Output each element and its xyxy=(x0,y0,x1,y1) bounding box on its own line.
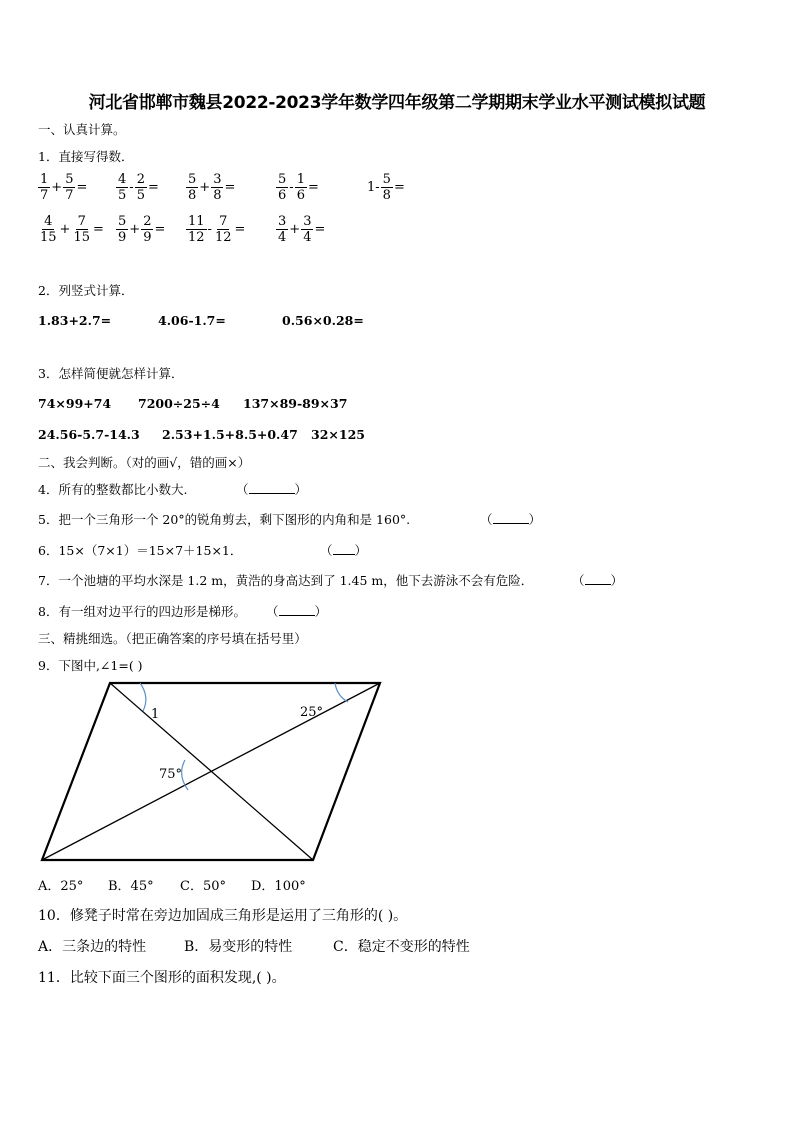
q9-option-a[interactable]: A．25° xyxy=(38,879,84,894)
fraction: $\frac{1}{7}$ xyxy=(40,172,49,203)
q9-option-b[interactable]: B．45° xyxy=(108,879,154,894)
q10-label: 10．修凳子时常在旁边加固成三角形是运用了三角形的( )。 xyxy=(38,908,408,924)
q6-answer-blank[interactable]: （ ） xyxy=(320,543,368,558)
q9-option-c[interactable]: C．50° xyxy=(180,879,226,894)
section1-heading: 一、认真计算。 xyxy=(38,122,126,137)
q4-answer-blank[interactable]: （ ） xyxy=(236,482,308,497)
diagonal-line xyxy=(42,683,380,860)
q1-row2-item3: $\frac{11}{12}$ - $\frac{7}{12}$ = xyxy=(188,214,246,245)
q1-row1-item3: $\frac{5}{8}$ + $\frac{3}{8}$ = xyxy=(188,172,236,203)
page-title: 河北省邯郸市魏县2022-2023学年数学四年级第二学期期末学业水平测试模拟试题 xyxy=(88,93,706,113)
q10-option-c[interactable]: C．稳定不变形的特性 xyxy=(333,939,470,955)
q6: 6．15×（7×1）＝15×7＋15×1． xyxy=(38,543,243,558)
q1-row2-item4: $\frac{3}{4}$ + $\frac{3}{4}$ = xyxy=(278,214,326,245)
angle75-label: 75° xyxy=(159,767,183,782)
section3-heading: 三、精挑细选。（把正确答案的序号填在括号里） xyxy=(38,631,307,646)
q2-item1: 1.83+2.7= xyxy=(38,313,112,328)
q7: 7．一个池塘的平均水深是 1.2 m，黄浩的身高达到了 1.45 m，他下去游泳不会有危险． xyxy=(38,573,534,588)
q10-option-a[interactable]: A．三条边的特性 xyxy=(38,939,147,955)
q3-row2-item3: 32×125 xyxy=(311,427,365,442)
q1-label: 1．直接写得数． xyxy=(38,149,134,164)
q9-option-d[interactable]: D．100° xyxy=(251,879,306,894)
q3-label: 3．怎样简便就怎样计算． xyxy=(38,366,184,381)
q4: 4．所有的整数都比小数大. xyxy=(38,482,188,497)
q5: 5．把一个三角形一个 20°的锐角剪去，剩下图形的内角和是 160°. xyxy=(38,512,411,527)
q7-answer-blank[interactable]: （ ） xyxy=(572,573,624,588)
q10-option-b[interactable]: B．易变形的特性 xyxy=(184,939,293,955)
q9-label: 9．下图中,∠1=( ) xyxy=(38,658,143,673)
q1-row2-item2: $\frac{5}{9}$ + $\frac{2}{9}$ = xyxy=(118,214,166,245)
fraction: $\frac{5}{7}$ xyxy=(65,172,74,203)
q1-row1-item1: $\frac{1}{7}$ + $\frac{5}{7}$ = xyxy=(40,172,88,203)
q3-row2-item1: 24.56-5.7-14.3 xyxy=(38,427,140,442)
q5-answer-blank[interactable]: （ ） xyxy=(480,512,542,527)
q2-label: 2．列竖式计算． xyxy=(38,283,134,298)
angle25-arc xyxy=(335,683,348,702)
q2-item3: 0.56×0.28= xyxy=(282,313,364,328)
q3-row1-item2: 7200÷25÷4 xyxy=(138,396,220,411)
q3-row1-item3: 137×89-89×37 xyxy=(243,396,348,411)
angle75-arc xyxy=(182,760,188,790)
q8: 8．有一组对边平行的四边形是梯形。 xyxy=(38,604,246,619)
q1-row1-item2: $\frac{4}{5}$ - $\frac{2}{5}$ = xyxy=(118,172,159,203)
angle1-label: 1 xyxy=(151,707,160,722)
angle25-label: 25° xyxy=(300,705,324,720)
q1-row1-item5: 1- $\frac{5}{8}$ = xyxy=(367,172,405,203)
q8-answer-blank[interactable]: （ ） xyxy=(266,604,328,619)
angle1-arc xyxy=(140,683,146,711)
q1-row2-item1: $\frac{4}{15}$ + $\frac{7}{15}$ = xyxy=(40,214,104,245)
section2-heading: 二、我会判断。（对的画√，错的画×） xyxy=(38,455,251,470)
q1-row1-item4: $\frac{5}{6}$ - $\frac{1}{6}$ = xyxy=(278,172,319,203)
q3-row2-item2: 2.53+1.5+8.5+0.47 xyxy=(162,427,298,442)
q11-label: 11．比较下面三个图形的面积发现,( )。 xyxy=(38,970,286,986)
q3-row1-item1: 74×99+74 xyxy=(38,396,112,411)
q2-item2: 4.06-1.7= xyxy=(158,313,226,328)
